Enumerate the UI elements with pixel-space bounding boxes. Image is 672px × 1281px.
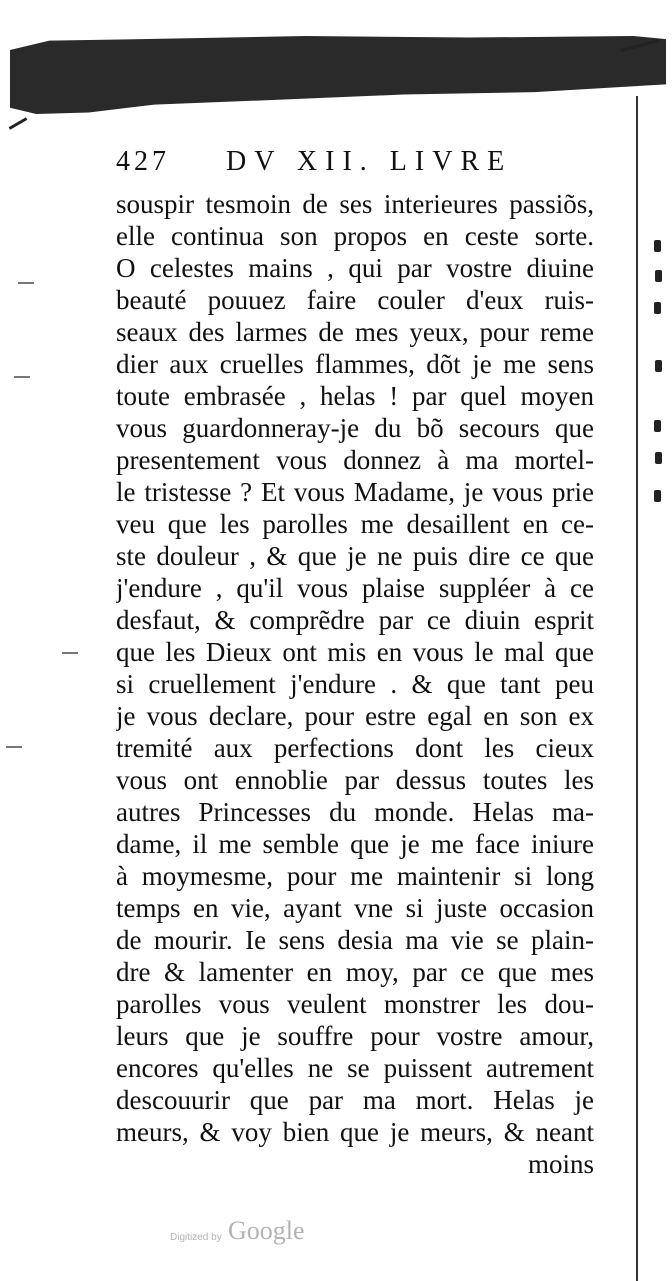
text-line: dame, il me semble que je me face iniure bbox=[116, 829, 594, 859]
text-line: toute embrasée , helas ! par quel moyen bbox=[116, 381, 594, 411]
text-line: temps en vie, ayant vne si juste occasion bbox=[116, 893, 594, 923]
ink-speck bbox=[655, 360, 662, 372]
facing-page-specks bbox=[652, 240, 666, 560]
watermark-prefix: Digitized by bbox=[170, 1232, 222, 1243]
text-line: le tristesse ? Et vous Madame, je vous prie bbox=[116, 477, 594, 507]
text-line: que les Dieux ont mis en vous le mal que bbox=[116, 637, 594, 667]
text-line: si cruellement j'endure . & que tant peu bbox=[116, 669, 594, 699]
text-line: leurs que je souffre pour vostre amour, bbox=[116, 1021, 594, 1051]
text-line: presentement vous donnez à ma mortel- bbox=[116, 445, 594, 475]
text-line: beauté pouuez faire couler d'eux ruis- bbox=[116, 285, 594, 315]
text-line: je vous declare, pour estre egal en son ex bbox=[116, 701, 594, 731]
text-line: ste douleur , & que je ne puis dire ce que bbox=[116, 541, 594, 571]
page-header bbox=[116, 146, 516, 180]
text-line: à moymesme, pour me maintenir si long bbox=[116, 861, 594, 891]
text-line: veu que les parolles me desaillent en ce- bbox=[116, 509, 594, 539]
page-number: 427 bbox=[116, 146, 170, 177]
text-line: autres Princesses du monde. Helas ma- bbox=[116, 797, 594, 827]
text-line: parolles vous veulent monstrer les dou- bbox=[116, 989, 594, 1019]
text-line: vous guardonneray-je du bõ secours que bbox=[116, 413, 594, 443]
text-line: vous ont ennoblie par dessus toutes les bbox=[116, 765, 594, 795]
left-margin-smudges bbox=[0, 0, 40, 1280]
text-line: dre & lamenter en moy, par ce que mes bbox=[116, 957, 594, 987]
page-edge-line bbox=[636, 96, 638, 1281]
text-line: elle continua son propos en ceste sorte. bbox=[116, 221, 594, 251]
text-line: O celestes mains , qui par vostre diuine bbox=[116, 253, 594, 283]
text-line: meurs, & voy bien que je meurs, & neant bbox=[116, 1117, 594, 1147]
running-title: DV XII. LIVRE bbox=[226, 146, 513, 177]
margin-smudge bbox=[18, 282, 34, 284]
body-text bbox=[116, 188, 594, 1180]
text-line: encores qu'elles ne se puissent autrement bbox=[116, 1053, 594, 1083]
ink-speck bbox=[655, 452, 662, 464]
ink-speck bbox=[654, 490, 661, 502]
text-line: j'endure , qu'il vous plaise suppléer à ce bbox=[116, 573, 594, 603]
ink-speck bbox=[654, 240, 661, 252]
text-line: tremité aux perfections dont les cieux bbox=[116, 733, 594, 763]
watermark-brand: Google bbox=[228, 1216, 305, 1245]
margin-smudge bbox=[62, 652, 78, 654]
scan-dark-band bbox=[10, 36, 666, 114]
text-line: de mourir. Ie sens desia ma vie se plain- bbox=[116, 925, 594, 955]
text-line: descouurir que par ma mort. Helas je bbox=[116, 1085, 594, 1115]
google-watermark bbox=[170, 1218, 350, 1248]
text-line: souspir tesmoin de ses interieures passiõs, bbox=[116, 189, 594, 219]
text-line: dier aux cruelles flammes, dõt je me sens bbox=[116, 349, 594, 379]
text-line: desfaut, & comprẽdre par ce diuin esprit bbox=[116, 605, 594, 635]
ink-speck bbox=[654, 302, 661, 314]
text-line: seaux des larmes de mes yeux, pour reme bbox=[116, 317, 594, 347]
margin-smudge bbox=[6, 746, 22, 748]
margin-smudge bbox=[14, 376, 30, 378]
ink-speck bbox=[655, 270, 662, 282]
catchword: moins bbox=[527, 1149, 594, 1179]
ink-speck bbox=[654, 420, 661, 432]
